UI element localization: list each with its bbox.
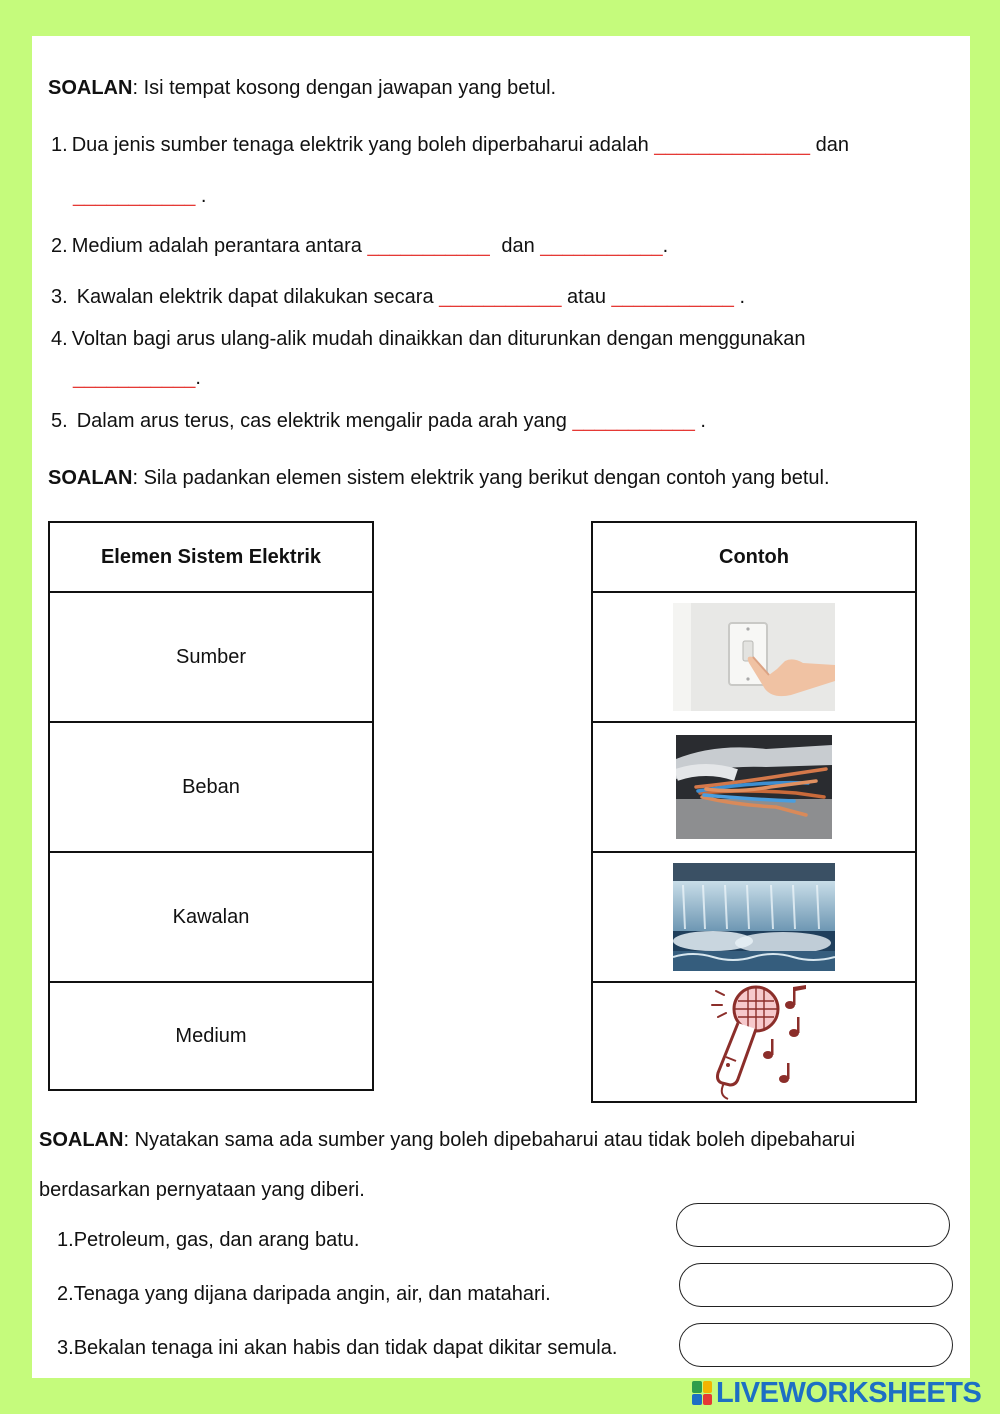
section2-heading: SOALAN: Sila padankan elemen sistem elektrik yang berikut dengan contoh yang betul.: [48, 467, 830, 489]
answer-box-3[interactable]: [679, 1323, 953, 1367]
liveworksheets-logo-icon: [692, 1381, 712, 1405]
answer-box-1[interactable]: [676, 1203, 950, 1247]
q2-blank-b[interactable]: ___________: [540, 235, 663, 257]
waterfall-dam-icon: [673, 863, 835, 971]
section1-heading: SOALAN: Isi tempat kosong dengan jawapan yang betul.: [48, 77, 557, 99]
example-switch[interactable]: [592, 592, 916, 722]
element-medium[interactable]: Medium: [49, 982, 373, 1090]
microphone-icon: [698, 983, 810, 1101]
electric-wires-icon: [676, 735, 832, 839]
element-sumber[interactable]: Sumber: [49, 592, 373, 722]
statement-3: 3.Bekalan tenaga ini akan habis dan tidak dapat dikitar semula.: [57, 1337, 618, 1359]
example-microphone[interactable]: [592, 982, 916, 1102]
examples-table: [591, 521, 917, 1103]
statement-1: 1.Petroleum, gas, dan arang batu.: [57, 1229, 360, 1251]
q3-blank-a[interactable]: ___________: [439, 286, 562, 308]
question-4: 4. Voltan bagi arus ulang-alik mudah dinaikkan dan diturunkan dengan menggunakan: [51, 328, 806, 350]
logo-text: LIVEWORKSHEETS: [716, 1376, 982, 1409]
light-switch-icon: [673, 603, 835, 711]
examples-header: Contoh: [592, 522, 916, 592]
elements-header: Elemen Sistem Elektrik: [49, 522, 373, 592]
q1-blank-a[interactable]: ______________: [654, 134, 811, 156]
q3-blank-b[interactable]: ___________: [611, 286, 734, 308]
elements-table: [48, 521, 374, 1091]
question-3: 3. Kawalan elektrik dapat dilakukan secara ___________ atau ___________ .: [51, 286, 746, 308]
question-4-cont: ___________.: [73, 367, 201, 389]
question-5: 5. Dalam arus terus, cas elektrik mengalir pada arah yang ___________ .: [51, 410, 706, 432]
statement-2: 2.Tenaga yang dijana daripada angin, air, dan matahari.: [57, 1283, 551, 1305]
question-1: 1. Dua jenis sumber tenaga elektrik yang boleh diperbaharui adalah ______________ dan: [51, 134, 849, 156]
answer-box-2[interactable]: [679, 1263, 953, 1307]
example-wires[interactable]: [592, 722, 916, 852]
liveworksheets-logo: [692, 1378, 981, 1408]
q5-blank[interactable]: ___________: [572, 410, 695, 432]
element-kawalan[interactable]: Kawalan: [49, 852, 373, 982]
q4-blank[interactable]: ___________: [73, 367, 196, 389]
q2-blank-a[interactable]: ___________: [367, 235, 490, 257]
q1-blank-b[interactable]: ___________: [73, 185, 196, 207]
question-1-cont: ___________ .: [73, 185, 207, 207]
question-2: 2. Medium adalah perantara antara ___________ dan ___________.: [51, 235, 669, 257]
section3-heading-cont: berdasarkan pernyataan yang diberi.: [39, 1179, 365, 1201]
section3-heading: SOALAN: Nyatakan sama ada sumber yang boleh dipebaharui atau tidak boleh dipebaharui: [39, 1129, 856, 1151]
element-beban[interactable]: Beban: [49, 722, 373, 852]
example-waterfall[interactable]: [592, 852, 916, 982]
